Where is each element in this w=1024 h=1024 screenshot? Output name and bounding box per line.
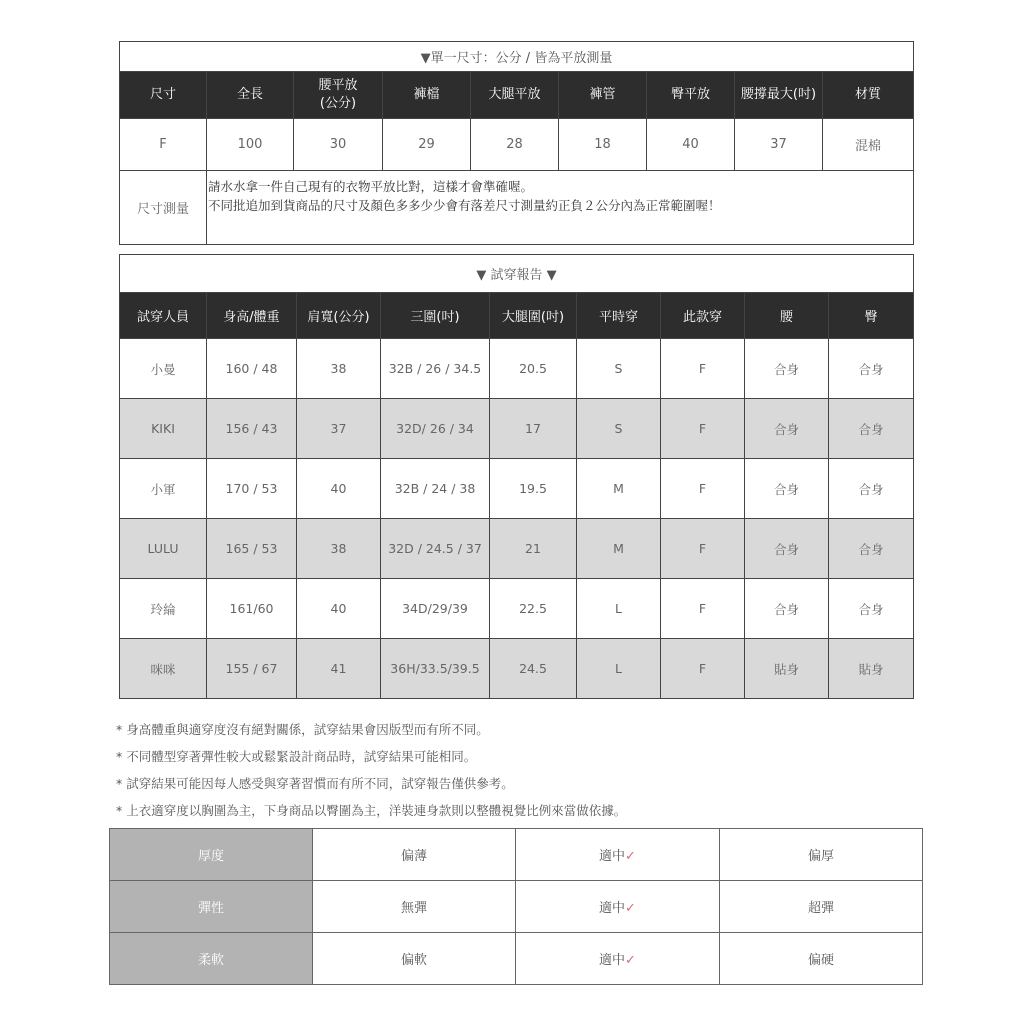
check-icon: ✓ [625, 953, 636, 968]
try-on-cell: 38 [297, 519, 381, 579]
try-on-cell: 合身 [745, 519, 829, 579]
fabric-row [110, 881, 923, 933]
check-icon: ✓ [625, 849, 636, 864]
fabric-option-label: 適中 [599, 901, 626, 916]
try-on-header: 三圍(吋) [381, 293, 490, 339]
try-on-cell: M [577, 519, 661, 579]
size-cell: 18 [559, 119, 647, 171]
disclaimer-list [116, 716, 626, 824]
fabric-option [720, 933, 923, 985]
fabric-option [313, 881, 516, 933]
try-on-cell: 20.5 [490, 339, 577, 399]
try-on-cell: 合身 [829, 339, 914, 399]
size-cell: 混棉 [823, 119, 914, 171]
size-cell: 40 [647, 119, 735, 171]
fabric-label: 彈性 [110, 881, 313, 933]
try-on-cell: 161/60 [207, 579, 297, 639]
try-on-row [120, 519, 914, 579]
fabric-option-label: 超彈 [807, 901, 834, 916]
disclaimer-item: * 試穿結果可能因每人感受與穿著習慣而有所不同，試穿報告僅供參考。 [116, 776, 514, 791]
try-on-cell: 合身 [745, 459, 829, 519]
try-on-cell: 36H/33.5/39.5 [381, 639, 490, 699]
fabric-option [516, 933, 720, 985]
size-header: 褲管 [559, 72, 647, 119]
try-on-cell: 160 / 48 [207, 339, 297, 399]
try-on-cell: 小曼 [120, 339, 207, 399]
try-on-header: 大腿圍(吋) [490, 293, 577, 339]
try-on-cell: 合身 [745, 339, 829, 399]
size-header: 大腿平放 [471, 72, 559, 119]
try-on-cell: 32B / 24 / 38 [381, 459, 490, 519]
size-header: 臀平放 [647, 72, 735, 119]
try-on-cell: 合身 [745, 579, 829, 639]
try-on-cell: F [661, 459, 745, 519]
try-on-cell: 合身 [829, 519, 914, 579]
try-on-cell: 貼身 [745, 639, 829, 699]
size-cell: 37 [735, 119, 823, 171]
fabric-option-label: 偏軟 [400, 953, 427, 968]
try-on-cell: 34D/29/39 [381, 579, 490, 639]
try-on-cell: 40 [297, 579, 381, 639]
try-on-cell: L [577, 579, 661, 639]
size-header: 尺寸 [120, 72, 207, 119]
try-on-cell: 合身 [829, 399, 914, 459]
fabric-option [720, 829, 923, 881]
size-cell: 100 [207, 119, 294, 171]
try-on-cell: F [661, 579, 745, 639]
try-on-header: 此款穿 [661, 293, 745, 339]
try-on-cell: S [577, 399, 661, 459]
fabric-label: 厚度 [110, 829, 313, 881]
fabric-table [109, 828, 923, 985]
note-line: 請水水拿一件自己現有的衣物平放比對，這樣才會準確喔。 [208, 179, 534, 194]
disclaimer-item: * 不同體型穿著彈性較大或鬆緊設計商品時，試穿結果可能相同。 [116, 749, 477, 764]
try-on-cell: 玲綸 [120, 579, 207, 639]
try-on-cell: 38 [297, 339, 381, 399]
try-on-row [120, 639, 914, 699]
fabric-option-label: 偏薄 [400, 849, 427, 864]
try-on-row [120, 459, 914, 519]
try-on-cell: 32D/ 26 / 34 [381, 399, 490, 459]
try-on-cell: LULU [120, 519, 207, 579]
measurement-note [207, 171, 914, 245]
try-on-cell: 咪咪 [120, 639, 207, 699]
try-on-cell: F [661, 339, 745, 399]
try-on-cell: 32B / 26 / 34.5 [381, 339, 490, 399]
fabric-option-label: 偏硬 [807, 953, 834, 968]
try-on-row [120, 579, 914, 639]
fabric-label: 柔軟 [110, 933, 313, 985]
note-label: 尺寸測量 [120, 171, 207, 245]
try-on-header: 身高/體重 [207, 293, 297, 339]
disclaimer-item: * 身高體重與適穿度沒有絕對關係，試穿結果會因版型而有所不同。 [116, 722, 489, 737]
try-on-row [120, 399, 914, 459]
try-on-cell: 37 [297, 399, 381, 459]
try-on-cell: L [577, 639, 661, 699]
fabric-option [516, 829, 720, 881]
try-on-cell: 合身 [745, 399, 829, 459]
fabric-option [720, 881, 923, 933]
size-header: 全長 [207, 72, 294, 119]
size-cell: 30 [294, 119, 383, 171]
try-on-cell: 19.5 [490, 459, 577, 519]
try-on-header: 肩寬(公分) [297, 293, 381, 339]
try-on-cell: 41 [297, 639, 381, 699]
try-on-cell: 165 / 53 [207, 519, 297, 579]
try-on-cell: 小軍 [120, 459, 207, 519]
size-cell: F [120, 119, 207, 171]
try-on-header: 平時穿 [577, 293, 661, 339]
try-on-header: 試穿人員 [120, 293, 207, 339]
header-line: 腰平放 [318, 78, 358, 93]
try-on-cell: 21 [490, 519, 577, 579]
size-header: 腰撐最大(吋) [735, 72, 823, 119]
header-line: (公分) [319, 96, 357, 111]
try-on-cell: S [577, 339, 661, 399]
size-table [119, 41, 914, 245]
try-on-cell: 合身 [829, 579, 914, 639]
try-on-cell: 貼身 [829, 639, 914, 699]
size-header: 褲檔 [383, 72, 471, 119]
check-icon: ✓ [625, 901, 636, 916]
try-on-cell: F [661, 399, 745, 459]
try-on-cell: 22.5 [490, 579, 577, 639]
try-on-cell: 32D / 24.5 / 37 [381, 519, 490, 579]
try-on-title: ▼ 試穿報告 ▼ [120, 255, 914, 293]
note-line: 不同批追加到貨商品的尺寸及顏色多多少少會有落差尺寸測量約正負２公分內為正常範圍喔！ [208, 198, 721, 213]
try-on-header: 腰 [745, 293, 829, 339]
fabric-row [110, 933, 923, 985]
fabric-option-label: 偏厚 [807, 849, 834, 864]
try-on-cell: 40 [297, 459, 381, 519]
try-on-cell: F [661, 519, 745, 579]
try-on-cell: 合身 [829, 459, 914, 519]
try-on-cell: 155 / 67 [207, 639, 297, 699]
try-on-cell: 17 [490, 399, 577, 459]
try-on-table [119, 254, 914, 699]
try-on-cell: M [577, 459, 661, 519]
size-table-title: ▼單一尺寸：公分 / 皆為平放測量 [120, 42, 914, 72]
fabric-option-label: 無彈 [400, 901, 427, 916]
try-on-row [120, 339, 914, 399]
try-on-cell: 24.5 [490, 639, 577, 699]
try-on-cell: F [661, 639, 745, 699]
fabric-option-label: 適中 [599, 953, 626, 968]
try-on-cell: KIKI [120, 399, 207, 459]
fabric-option-label: 適中 [599, 849, 626, 864]
size-header: 材質 [823, 72, 914, 119]
size-cell: 29 [383, 119, 471, 171]
size-cell: 28 [471, 119, 559, 171]
disclaimer-item: * 上衣適穿度以胸圍為主，下身商品以臀圍為主，洋裝連身款則以整體視覺比例來當做依據。 [116, 803, 627, 818]
fabric-option [313, 933, 516, 985]
size-header [294, 72, 383, 119]
fabric-row [110, 829, 923, 881]
fabric-option [516, 881, 720, 933]
fabric-option [313, 829, 516, 881]
try-on-cell: 170 / 53 [207, 459, 297, 519]
try-on-header: 臀 [829, 293, 914, 339]
try-on-cell: 156 / 43 [207, 399, 297, 459]
